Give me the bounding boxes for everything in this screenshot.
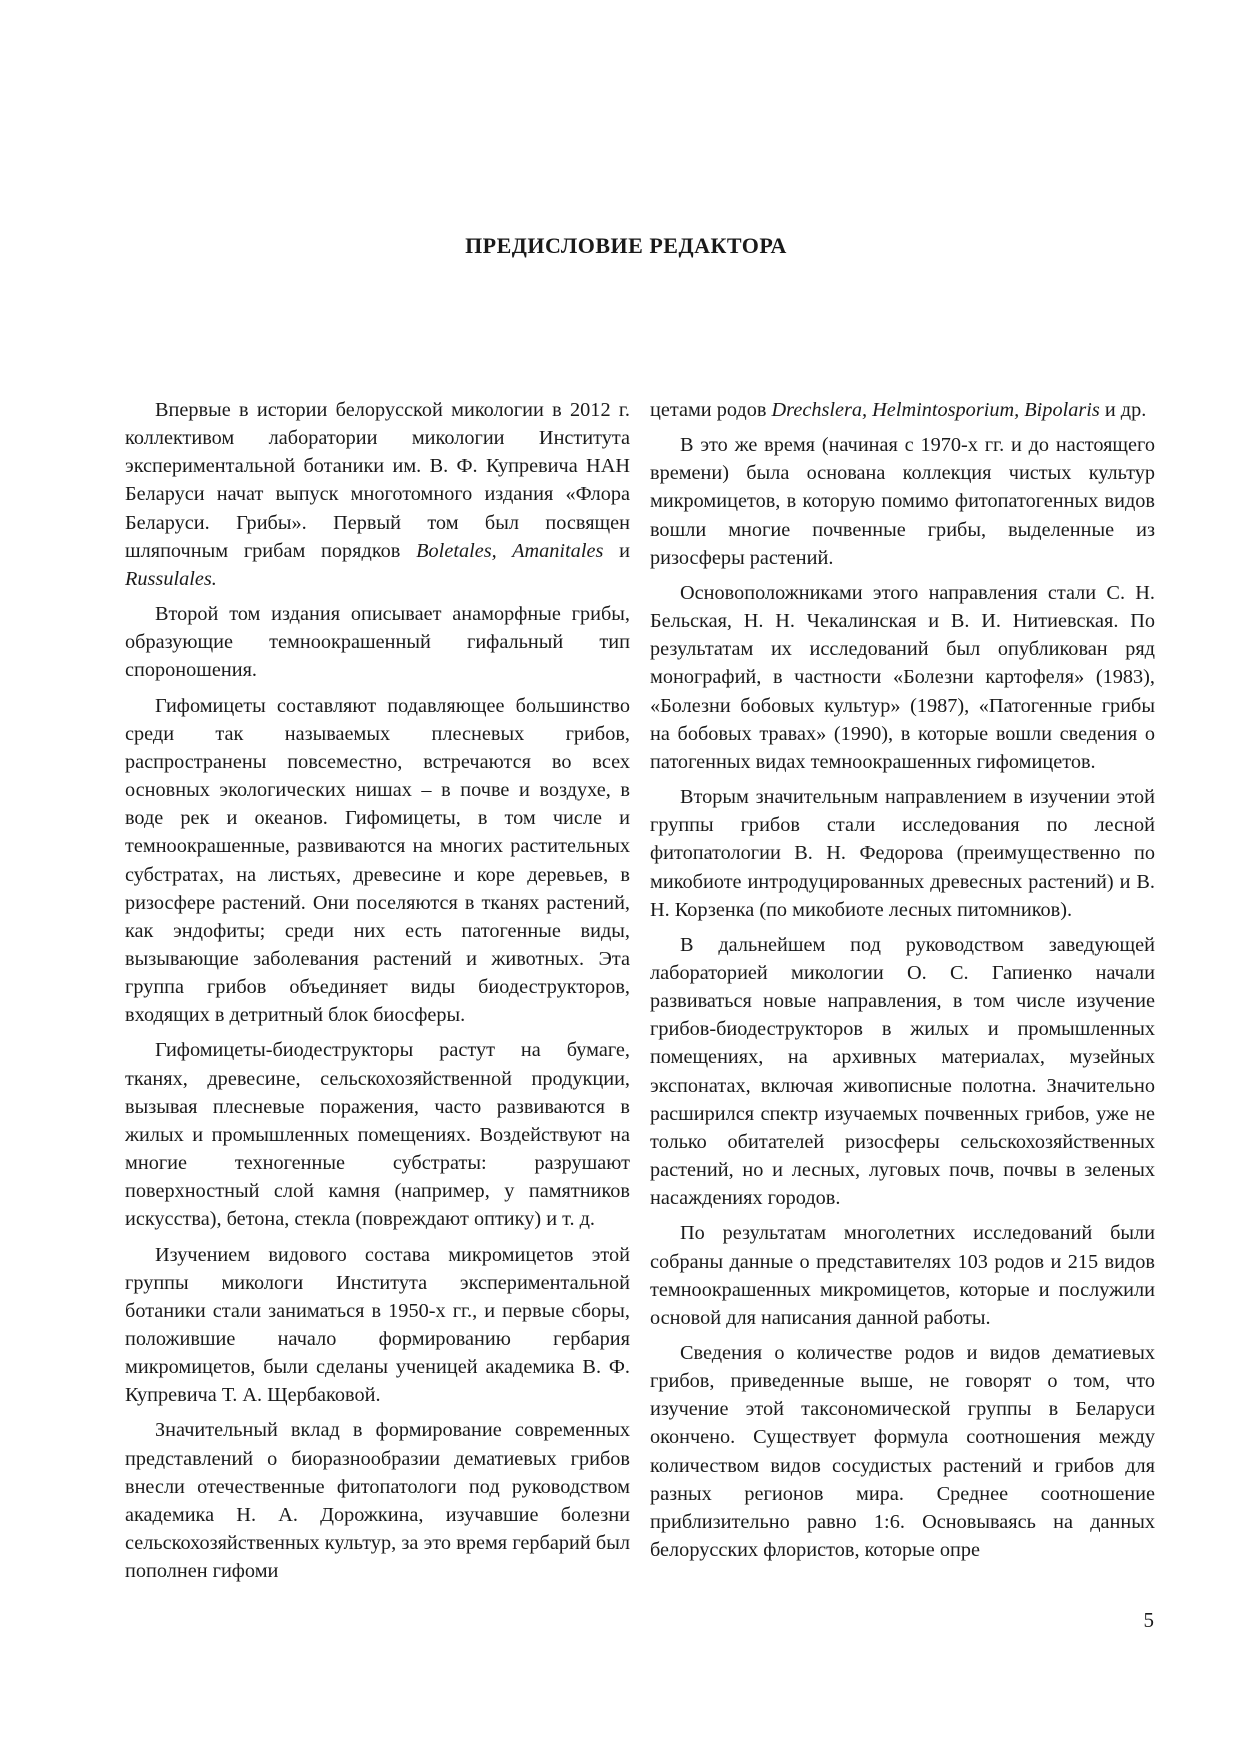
- page-number: 5: [1143, 1608, 1154, 1632]
- text-run: Впервые в истории белорусской микологии в 2012 г. коллективом лаборатории микологии Института экспериментальной ботаники им. В. Ф. Купревича НАН Беларуси начат выпуск многотомного издания «Флора Беларуси. Грибы». Первый том был посвящен шляпочным грибам порядков: [125, 399, 630, 562]
- paragraph: По результатам многолетних исследований были собраны данные о представителях 103 родов и 215 видов темноокрашенных микромицетов, которые и послужили основой для написания данной работы.: [650, 1222, 1155, 1329]
- italic-taxon: Drechslera, Helmintosporium, Bipolaris: [771, 399, 1100, 421]
- paragraph: Гифомицеты-биодеструкторы растут на бумаге, тканях, древесине, сельскохозяйственной продукции, вызывая плесневые поражения, часто развиваются в жилых и промышленных помещениях. Воздействуют на многие техногенные субстраты: разрушают поверхностный слой камня (например, у памятников искусства), бетона, стекла (повреждают оптику) и т. д.: [125, 1039, 630, 1231]
- left-column: [125, 396, 630, 1592]
- paragraph: В дальнейшем под руководством заведующей лабораторией микологии О. С. Гапиенко начали развиваться новые направления, в том числе изучение грибов-биодеструкторов в жилых и промышленных помещениях, на архивных материалах, музейных экспонатах, включая живописные полотна. Значительно расширился спектр изучаемых почвенных грибов, уже не только обитателей ризосферы сельскохозяйственных растений, но и лесных, луговых почв, почвы в зеленых насаждениях городов.: [650, 933, 1155, 1210]
- page-title: ПРЕДИСЛОВИЕ РЕДАКТОРА: [465, 232, 787, 258]
- paragraph: [125, 396, 630, 593]
- paragraph: Вторым значительным направлением в изучении этой группы грибов стали исследования по лесной фитопатологии В. Н. Федорова (преимущественно по микобиоте интродуцированных древесных растений) и В. Н. Корзенка (по микобиоте лесных питомников).: [650, 786, 1155, 921]
- paragraph: Второй том издания описывает анаморфные грибы, образующие темноокрашенный гифальный тип спороношения.: [125, 603, 630, 682]
- paragraph: Основоположниками этого направления стали С. Н. Бельская, Н. Н. Чекалинская и В. И. Нитиевская. По результатам их исследований был опубликован ряд монографий, в частности «Болезни картофеля» (1983), «Болезни бобовых культур» (1987), «Патогенные грибы на бобовых травах» (1990), в которые вошли сведения о патогенных видах темноокрашенных гифомицетов.: [650, 581, 1155, 773]
- paragraph: Изучением видового состава микромицетов этой группы микологи Института экспериментальной ботаники стали заниматься в 1950-х гг., и первые сборы, положившие начало формированию гербария микромицетов, были сделаны ученицей академика В. Ф. Купревича Т. А. Щербаковой.: [125, 1243, 630, 1407]
- paragraph: Значительный вклад в формирование современных представлений о биоразнообразии дематиевых грибов внесли отечественные фитопатологи под руководством академика Н. А. Дорожкина, изучавшие болезни сельскохозяйственных культур, за это время гербарий был пополнен гифоми: [125, 1419, 630, 1583]
- paragraph: Гифомицеты составляют подавляющее большинство среди так называемых плесневых грибов, распространены повсеместно, встречаются во всех основных экологических нишах – в почве и воздухе, в воде рек и океанов. Гифомицеты, в том числе и темноокрашенные, развиваются на многих растительных субстратах, на листьях, древесине и коре деревьев, в ризосфере растений. Они поселяются в тканях растений, как эндофиты; среди них есть патогенные виды, вызывающие заболевания растений и животных. Эта группа грибов объединяет виды биодеструкторов, входящих в детритный блок биосферы.: [125, 694, 630, 1027]
- text-run: цетами родов: [650, 399, 772, 421]
- italic-taxon: Boletales, Amanitales: [416, 539, 604, 562]
- italic-taxon: Russulales.: [125, 567, 217, 590]
- right-column: [650, 396, 1155, 1571]
- text-run: и: [603, 539, 630, 562]
- paragraph: Сведения о количестве родов и видов дематиевых грибов, приведенные выше, не говорят о том, что изучение этой таксономической группы в Беларуси окончено. Существует формула соотношения между количеством видов сосудистых растений и грибов для разных регионов мира. Среднее соотношение приблизительно равно 1:6. Основываясь на данных белорусских флористов, которые опре: [650, 1342, 1155, 1562]
- paragraph-continuation: [650, 396, 1155, 424]
- paragraph: В это же время (начиная с 1970-х гг. и до настоящего времени) была основана коллекция чистых культур микромицетов, в которую помимо фитопатогенных видов вошли многие почвенные грибы, выделенные из ризосферы растений.: [650, 434, 1155, 569]
- text-run: и др.: [1099, 399, 1147, 421]
